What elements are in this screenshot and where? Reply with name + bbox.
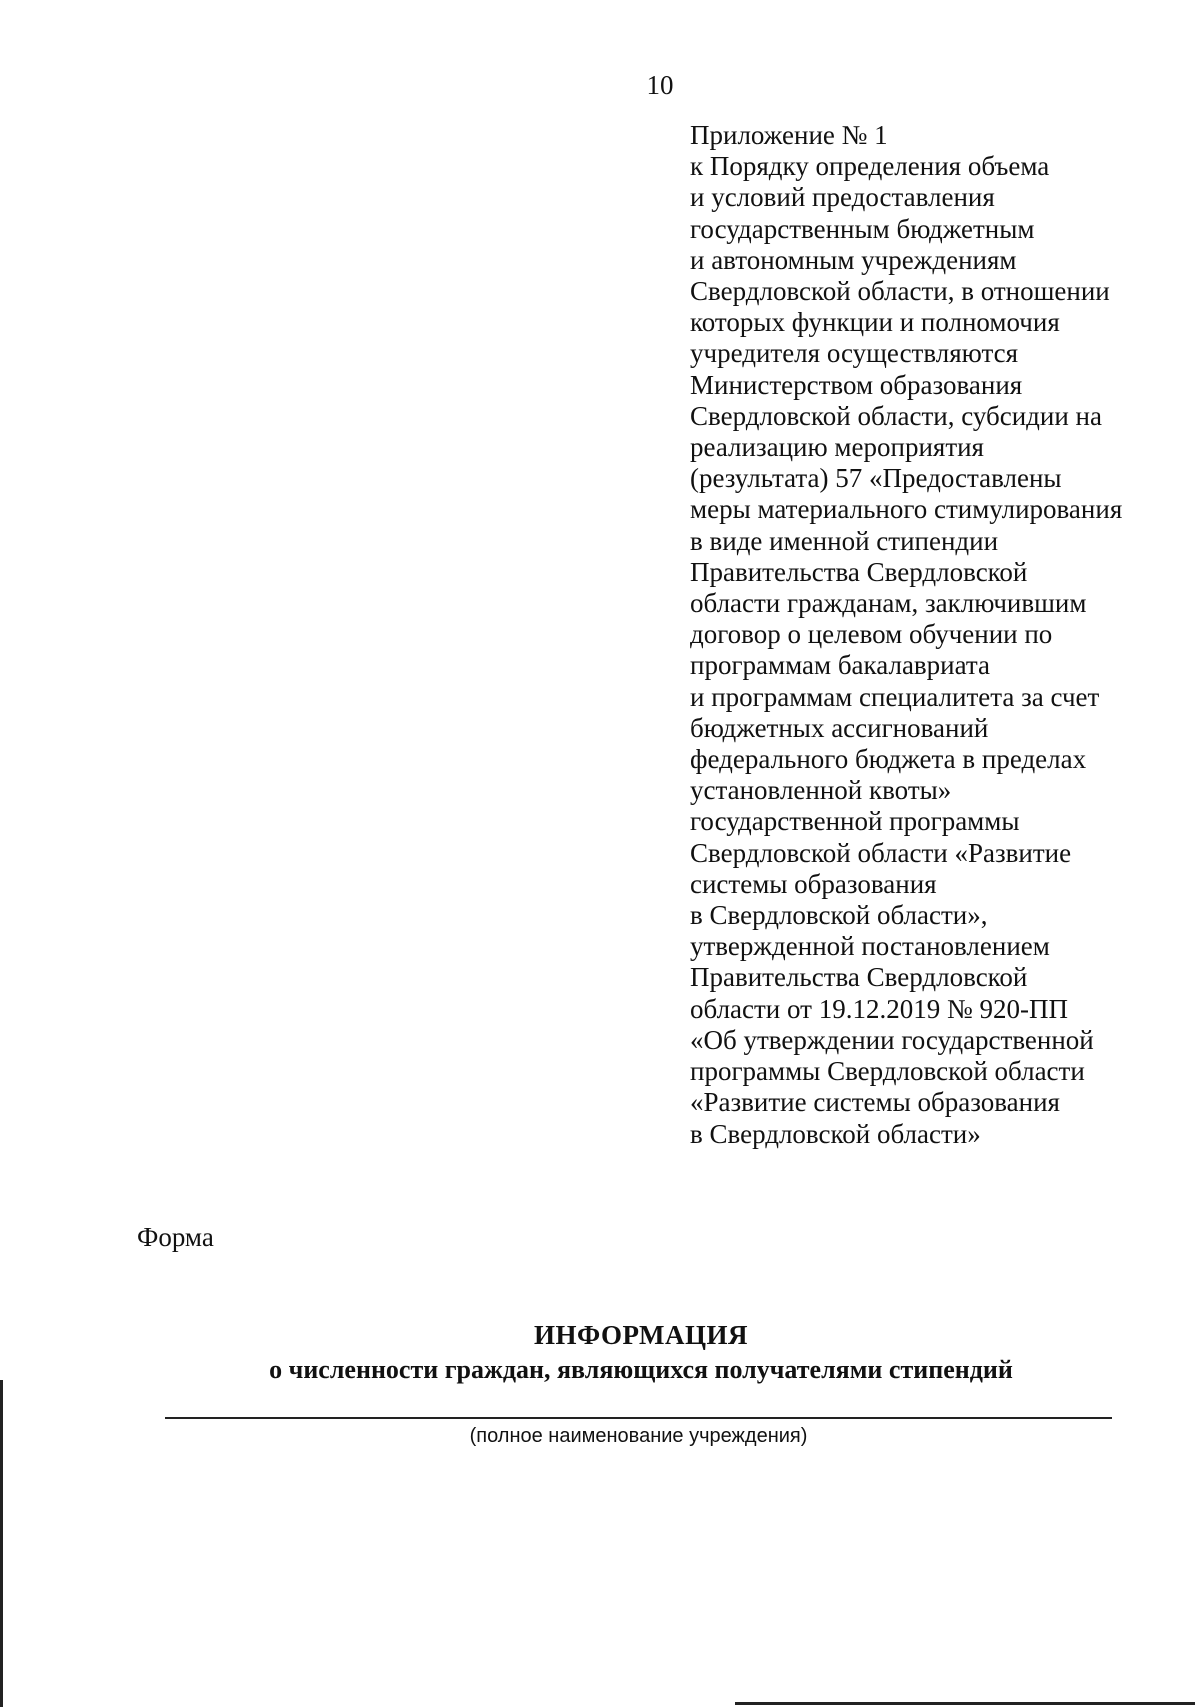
page-number: 10 bbox=[646, 70, 674, 100]
appendix-line: программам бакалавриата bbox=[690, 650, 991, 681]
document-title: ИНФОРМАЦИЯ bbox=[534, 1320, 748, 1350]
appendix-line: системы образования bbox=[690, 868, 937, 899]
appendix-line: Свердловской области, в отношении bbox=[690, 276, 1110, 307]
appendix-line: меры материального стимулирования bbox=[690, 494, 1123, 525]
document-subtitle: о численности граждан, являющихся получателями стипендий bbox=[269, 1355, 1013, 1384]
appendix-header bbox=[690, 120, 1190, 1150]
appendix-line: Свердловской области «Развитие bbox=[690, 837, 1072, 868]
appendix-line: Приложение № 1 bbox=[690, 120, 888, 150]
appendix-line: и условий предоставления bbox=[690, 182, 995, 213]
appendix-line: реализацию мероприятия bbox=[690, 432, 984, 463]
appendix-line: области от 19.12.2019 № 920-ПП bbox=[690, 993, 1068, 1024]
appendix-line: «Развитие системы образования bbox=[690, 1087, 1060, 1118]
appendix-line: установленной квоты» bbox=[690, 775, 952, 806]
appendix-line: «Об утверждении государственной bbox=[690, 1024, 1094, 1055]
institution-name-caption: (полное наименование учреждения) bbox=[469, 1425, 808, 1447]
appendix-line: в виде именной стипендии bbox=[690, 525, 999, 556]
appendix-line: и программам специалитета за счет bbox=[690, 681, 1100, 712]
appendix-line: к Порядку определения объема bbox=[690, 151, 1050, 182]
appendix-line: утвержденной постановлением bbox=[690, 931, 1050, 962]
appendix-line: Правительства Свердловской bbox=[690, 556, 1028, 587]
appendix-line: Свердловской области, субсидии на bbox=[690, 400, 1102, 431]
scan-edge-bottom bbox=[735, 1702, 1195, 1705]
institution-name-blank-line bbox=[165, 1417, 1112, 1419]
form-label: Форма bbox=[137, 1222, 214, 1252]
appendix-line: (результата) 57 «Предоставлены bbox=[690, 463, 1062, 494]
appendix-line: федерального бюджета в пределах bbox=[690, 744, 1087, 775]
appendix-line: и автономным учреждениям bbox=[690, 244, 1017, 275]
appendix-line: которых функции и полномочия bbox=[690, 307, 1060, 338]
scan-edge-left bbox=[0, 1380, 3, 1707]
appendix-line: Министерством образования bbox=[690, 369, 1023, 400]
appendix-line: государственным бюджетным bbox=[690, 213, 1035, 244]
appendix-line: государственной программы bbox=[690, 806, 1020, 837]
appendix-line: области гражданам, заключившим bbox=[690, 588, 1087, 619]
appendix-line: бюджетных ассигнований bbox=[690, 712, 989, 743]
appendix-line: Правительства Свердловской bbox=[690, 962, 1028, 993]
appendix-line: договор о целевом обучении по bbox=[690, 619, 1053, 650]
appendix-line: учредителя осуществляются bbox=[690, 338, 1018, 369]
appendix-line: в Свердловской области», bbox=[690, 900, 988, 931]
appendix-line: программы Свердловской области bbox=[690, 1056, 1085, 1087]
appendix-line: в Свердловской области» bbox=[690, 1118, 981, 1149]
